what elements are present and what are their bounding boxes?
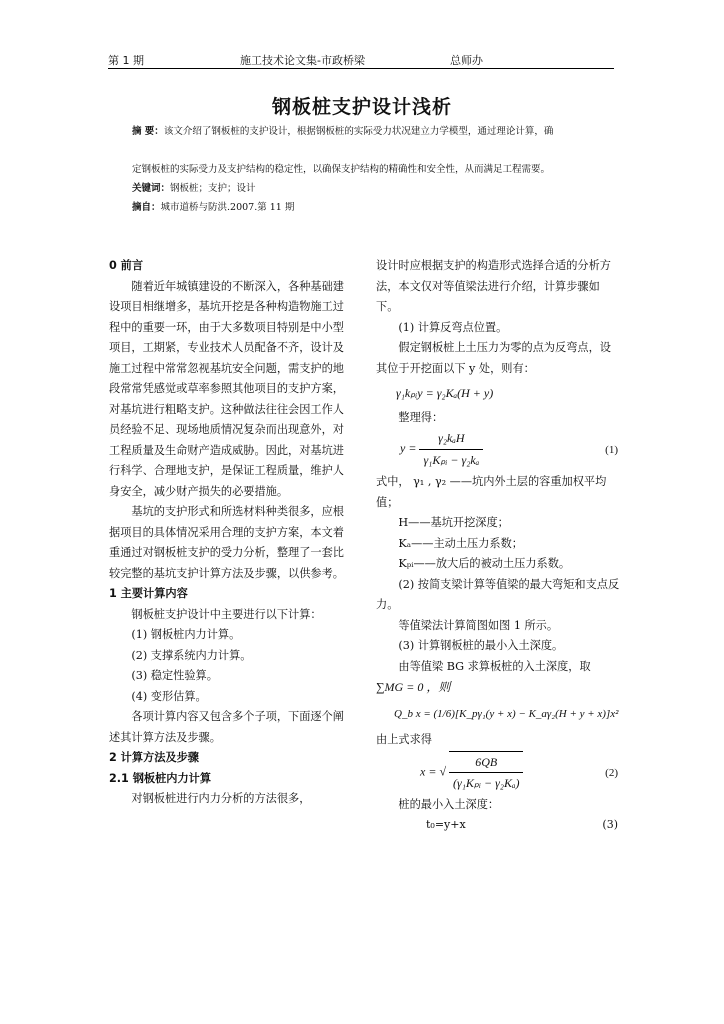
list-item: (4) 变形估算。 bbox=[131, 689, 207, 703]
step-heading: (2) 按简支梁计算等值梁的最大弯矩和支点反力。 bbox=[376, 577, 620, 611]
left-column bbox=[109, 256, 355, 810]
paragraph: 由上式求得 bbox=[376, 733, 432, 746]
right-column bbox=[376, 256, 622, 836]
paragraph: 式中， γ₁ , γ₂ ——坑内外土层的容重加权平均值； bbox=[376, 475, 607, 509]
section-heading: 0 前言 bbox=[109, 259, 144, 272]
eq3-expression: t₀=y+x bbox=[426, 818, 466, 831]
source-label: 摘自： bbox=[132, 202, 161, 213]
abstract-label: 摘 要： bbox=[132, 126, 164, 137]
abstract-text-1: 该文介绍了钢板桩的支护设计，根据钢板桩的实际受力状况建立力学模型，通过理论计算，确 bbox=[163, 126, 554, 137]
paragraph: 随着近年城镇建设的不断深入，各种基础建设项目相继增多，基坑开挖是各种构造物施工过程中的重要一环，由于大多数项目特别是中小型项目，工期紧，专业技术人员配备不齐，设计及施工过程中常常忽视基坑安全问题，需支护的地段常常凭感觉或草率参照其他项目的支护方案，对基坑进行粗略支护。这种做法往往会因工作人员经验不足、现场地质情况复杂而出现意外，对工程质量及生命财产造成威胁。因此，对基坑进行科学、合理地支护，是保证工程质量，维护人身安全，减少财产损失的必要措施。 bbox=[109, 279, 344, 498]
running-header bbox=[108, 50, 614, 69]
section-heading: 2 计算方法及步骤 bbox=[109, 751, 199, 764]
eq2-denominator: (γ₁Kₚᵢ − γ₂Kₐ) bbox=[453, 776, 520, 790]
issue-number: 第 1 期 bbox=[108, 54, 144, 67]
paragraph: 钢板桩支护设计中主要进行以下计算： bbox=[131, 607, 322, 621]
list-item: (1) 钢板桩内力计算。 bbox=[131, 628, 241, 641]
equation-3 bbox=[426, 815, 622, 836]
eq1-fraction bbox=[419, 428, 483, 470]
keywords: 钢板桩；支护；设计 bbox=[170, 183, 256, 194]
eq1-denominator: γ₁Kₚᵢ − γ₂kₐ bbox=[423, 452, 480, 467]
eq2-lhs: x = bbox=[420, 763, 437, 778]
eq2-number: (2) bbox=[605, 766, 618, 779]
eq3-number: (3) bbox=[602, 818, 618, 831]
paragraph: 对钢板桩进行内力分析的方法很多， bbox=[131, 792, 311, 805]
paragraph: 各项计算内容又包含多个子项，下面逐个阐述其计算方法及步骤。 bbox=[109, 710, 344, 744]
paragraph: 设计时应根据支护的构造形式选择合适的分析方法，本文仅对等值梁法进行介绍，计算步骤如下。 bbox=[376, 259, 611, 313]
definition: H——基坑开挖深度； bbox=[398, 516, 509, 529]
equation-moment: ∑MG = 0 ，则 bbox=[376, 680, 451, 694]
keywords-label: 关键词： bbox=[132, 183, 171, 194]
source-line bbox=[132, 198, 618, 217]
eq2-numerator: 6QB bbox=[449, 752, 523, 774]
paragraph: 基坑的支护形式和所选材料种类很多，应根据项目的具体情况采用合理的支护方案，本文着重通过对钢板桩支护的受力分析，整理了一套比较完整的基坑支护计算方法及步骤，以供参考。 bbox=[109, 505, 344, 580]
equation-2: x = √ $\frac{6QB}{\text{(γ₁Kₚᵢ − γ₂Kₐ)}}$ (2) bbox=[420, 751, 622, 795]
list-item: (2) 支撑系统内力计算。 bbox=[131, 648, 252, 662]
definition: Kₐ——主动土压力系数； bbox=[398, 536, 523, 550]
paragraph: 桩的最小入土深度： bbox=[398, 797, 500, 811]
eq1-numerator: γ₂kₐH bbox=[419, 428, 483, 450]
source: 城市道桥与防洪.2007.第 11 期 bbox=[160, 202, 295, 213]
list-item: (3) 稳定性验算。 bbox=[131, 669, 218, 682]
paragraph: 假定钢板桩上土压力为零的点为反弯点，设其位于开挖面以下 y 处，则有： bbox=[376, 341, 611, 375]
eq2-fraction bbox=[449, 751, 523, 794]
equation-1 bbox=[400, 428, 622, 472]
abstract-line-1 bbox=[132, 122, 618, 141]
step-heading: (1) 计算反弯点位置。 bbox=[398, 320, 508, 334]
office-name: 总师办 bbox=[450, 54, 483, 67]
equation-depth-balance: Q_b x = (1/6)[K_pγ₁(y + x) − K_aγ₂(H + y + x)]x² bbox=[394, 707, 619, 720]
keywords-line bbox=[132, 179, 618, 198]
paragraph: 等值梁法计算简图如图 1 所示。 bbox=[398, 618, 559, 632]
equation-balance: γ₁kₚᵢy = γ₂Kₐ(H + y) bbox=[396, 386, 494, 400]
eq1-number: (1) bbox=[605, 444, 618, 456]
abstract-line-2: 定钢板桩的实际受力及支护结构的稳定性，以确保支护结构的精确性和安全性，从而满足工程需要。 bbox=[132, 164, 551, 175]
subsection-heading: 2.1 钢板桩内力计算 bbox=[109, 771, 212, 785]
paragraph: 整理得： bbox=[398, 410, 444, 424]
eq1-lhs: y = bbox=[400, 440, 417, 455]
definition: Kₚᵢ——放大后的被动土压力系数。 bbox=[398, 557, 571, 570]
section-heading: 1 主要计算内容 bbox=[109, 587, 188, 600]
step-heading: (3) 计算钢板桩的最小入土深度。 bbox=[398, 639, 564, 652]
paper-title: 钢板桩支护设计浅析 bbox=[271, 96, 452, 118]
collection-name: 施工技术论文集-市政桥梁 bbox=[240, 54, 365, 67]
paragraph: 由等值梁 BG 求算板桩的入土深度，取 bbox=[398, 659, 591, 673]
